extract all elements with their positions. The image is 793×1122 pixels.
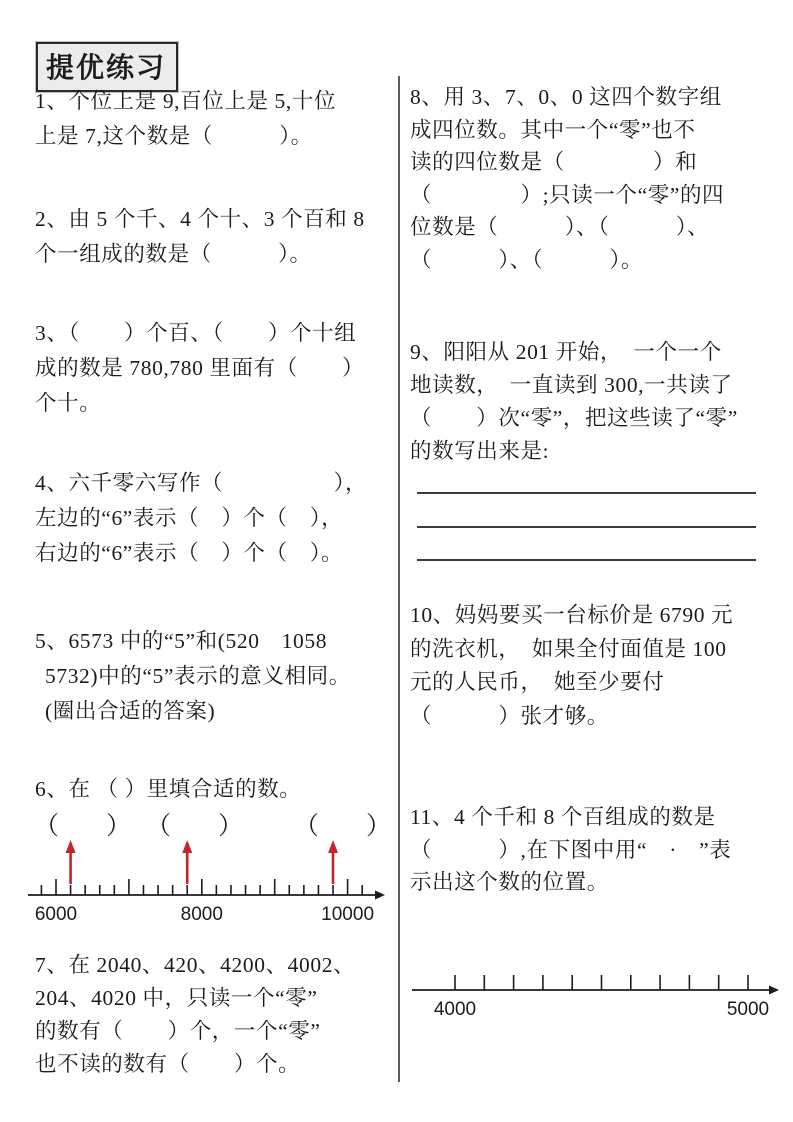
text-line: 的数有（ ）个，一个“零” bbox=[35, 1019, 321, 1043]
answer-blank-3: （ ） bbox=[294, 813, 391, 840]
red-arrow-head-icon bbox=[328, 840, 338, 853]
text-line: 读的四位数是（ ）和 bbox=[410, 150, 698, 174]
red-arrow-head-icon bbox=[182, 840, 192, 853]
text-line: 也不读的数有（ ）个。 bbox=[35, 1052, 301, 1076]
problem-6 bbox=[35, 772, 397, 807]
text-line: （ ）、（ ）。 bbox=[410, 247, 643, 272]
problem-4 bbox=[35, 466, 397, 571]
column-divider bbox=[398, 76, 400, 1082]
text-line: (圈出合适的答案) bbox=[45, 699, 216, 723]
problem-10 bbox=[410, 599, 778, 733]
text-line: 1、个位上是 9,百位上是 5,十位 bbox=[35, 89, 337, 113]
text-line: 10、妈妈要买一台标价是 6790 元 bbox=[410, 603, 734, 627]
answer-line-2 bbox=[417, 526, 756, 528]
problem-2 bbox=[35, 202, 397, 272]
text-line: 8、用 3、7、0、0 这四个数字组 bbox=[410, 85, 722, 109]
text-line: 2、由 5 个千、4 个十、3 个百和 8 bbox=[35, 207, 365, 231]
text-line: 5、6573 中的“5”和(520 1058 bbox=[35, 629, 328, 653]
text-line: 位数是（ ）、（ ）、 bbox=[410, 215, 710, 239]
text-line: 4、六千零六写作（ ）， bbox=[35, 471, 368, 495]
text-line: 6、在 （ ）里填合适的数。 bbox=[35, 777, 302, 801]
text-line: 成四位数。其中一个“零”也不 bbox=[410, 117, 696, 142]
answer-blank-2: （ ） bbox=[146, 813, 243, 840]
text-line: （ ）,在下图中用“ · ”表 bbox=[410, 837, 732, 862]
problem-5 bbox=[35, 624, 397, 729]
text-line: 地读数， 一直读到 300,一共读了 bbox=[410, 373, 733, 397]
text-line: 个一组成的数是（ ）。 bbox=[35, 242, 312, 266]
text-line: 个十。 bbox=[35, 391, 102, 415]
text-line: （ ）;只读一个“零”的四 bbox=[410, 182, 725, 207]
tick-label: 8000 bbox=[180, 904, 223, 925]
text-line: 3、（ ）个百、（ ）个十组 bbox=[35, 321, 357, 345]
tick-label: 5000 bbox=[726, 999, 770, 1020]
axis-arrowhead-icon bbox=[375, 891, 385, 900]
text-line: 9、阳阳从 201 开始， 一个一个 bbox=[410, 340, 722, 364]
problem-1 bbox=[35, 84, 397, 154]
problem-3 bbox=[35, 316, 397, 421]
tick-label: 10000 bbox=[321, 904, 375, 925]
text-line: 的数写出来是: bbox=[410, 439, 550, 463]
problem-8 bbox=[410, 81, 778, 276]
text-line: 204、4020 中，只读一个“零” bbox=[35, 986, 318, 1010]
text-line: （ ）张才够。 bbox=[410, 703, 609, 728]
text-line: 成的数是 780,780 里面有（ ） bbox=[35, 356, 365, 380]
text-line: 左边的“6”表示（ ）个（ ）， bbox=[35, 506, 344, 530]
text-line: 7、在 2040、420、4200、4002、 bbox=[35, 953, 356, 977]
text-line: 5732)中的“5”表示的意义相同。 bbox=[45, 664, 351, 688]
problem-11 bbox=[410, 801, 778, 899]
axis-arrowhead-icon bbox=[769, 986, 779, 995]
red-arrow-head-icon bbox=[66, 840, 76, 853]
numberline-4000-5000 bbox=[0, 945, 793, 1045]
text-line: 右边的“6”表示（ ）个（ ）。 bbox=[35, 541, 344, 565]
text-line: 11、4 个千和 8 个百组成的数是 bbox=[410, 805, 716, 829]
answer-blank-1: （ ） bbox=[34, 813, 131, 840]
answer-line-1 bbox=[417, 492, 756, 494]
text-line: 元的人民币， 她至少要付 bbox=[410, 670, 665, 694]
tick-label: 6000 bbox=[34, 904, 78, 925]
answer-line-3 bbox=[417, 559, 756, 561]
problem-9 bbox=[410, 336, 778, 468]
text-line: 示出这个数的位置。 bbox=[410, 870, 609, 894]
tick-label: 4000 bbox=[433, 999, 477, 1020]
page-title: 提优练习 bbox=[36, 42, 178, 92]
text-line: 的洗衣机， 如果全付面值是 100 bbox=[410, 636, 727, 661]
text-line: 上是 7,这个数是（ ）。 bbox=[35, 124, 313, 148]
text-line: （ ）次“零”，把这些读了“零” bbox=[410, 406, 738, 430]
